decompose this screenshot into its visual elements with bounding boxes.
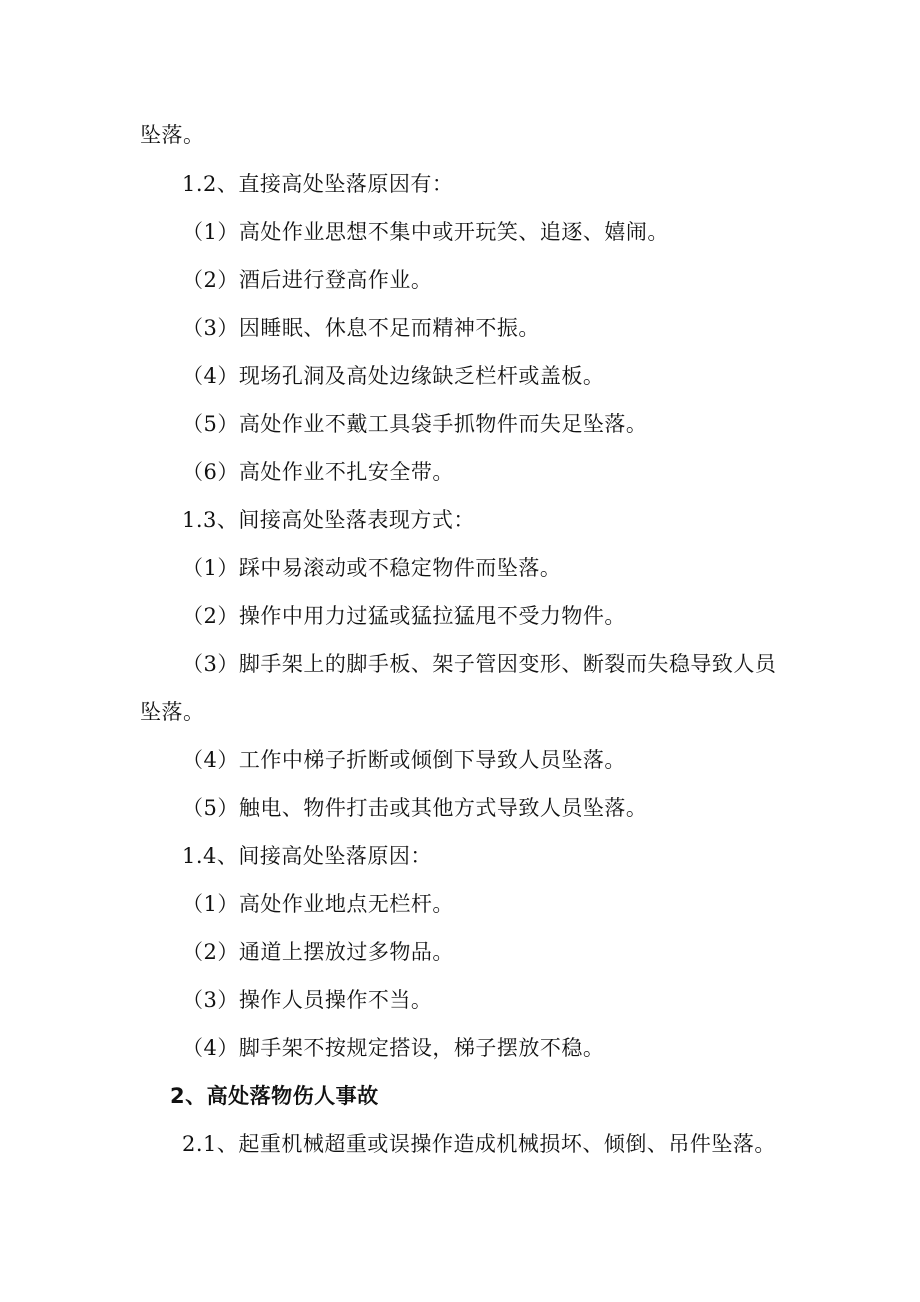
list-item: （1）踩中易滚动或不稳定物件而坠落。	[182, 556, 562, 580]
paragraph-continuation: 坠落。	[140, 123, 205, 147]
list-item: （6）高处作业不扎安全带。	[182, 460, 454, 484]
section-heading-1-4: 1.4、间接高处坠落原因：	[182, 844, 432, 868]
list-item: （3）操作人员操作不当。	[182, 988, 433, 1012]
list-item: （2）酒后进行登高作业。	[182, 268, 433, 292]
list-item: （3）脚手架上的脚手板、架子管因变形、断裂而失稳导致人员	[182, 652, 777, 676]
list-item: （4）工作中梯子折断或倾倒下导致人员坠落。	[182, 748, 626, 772]
list-item: （2）操作中用力过猛或猛拉猛甩不受力物件。	[182, 604, 626, 628]
section-heading-1-2: 1.2、直接高处坠落原因有：	[182, 172, 454, 196]
section-heading-2: 2、高处落物伤人事故	[170, 1084, 379, 1108]
list-item: （1）高处作业思想不集中或开玩笑、追逐、嬉闹。	[182, 220, 669, 244]
list-item: （4）现场孔洞及高处边缘缺乏栏杆或盖板。	[182, 364, 605, 388]
list-item: （5）高处作业不戴工具袋手抓物件而失足坠落。	[182, 412, 648, 436]
list-item: （1）高处作业地点无栏杆。	[182, 892, 454, 916]
paragraph-continuation: 坠落。	[140, 700, 205, 724]
list-item: （5）触电、物件打击或其他方式导致人员坠落。	[182, 796, 648, 820]
list-item: （3）因睡眠、休息不足而精神不振。	[182, 316, 540, 340]
list-item: （2）通道上摆放过多物品。	[182, 940, 454, 964]
section-heading-1-3: 1.3、间接高处坠落表现方式：	[182, 508, 475, 532]
section-heading-2-1: 2.1、起重机械超重或误操作造成机械损坏、倾倒、吊件坠落。	[182, 1132, 776, 1156]
list-item: （4）脚手架不按规定搭设，梯子摆放不稳。	[182, 1036, 605, 1060]
